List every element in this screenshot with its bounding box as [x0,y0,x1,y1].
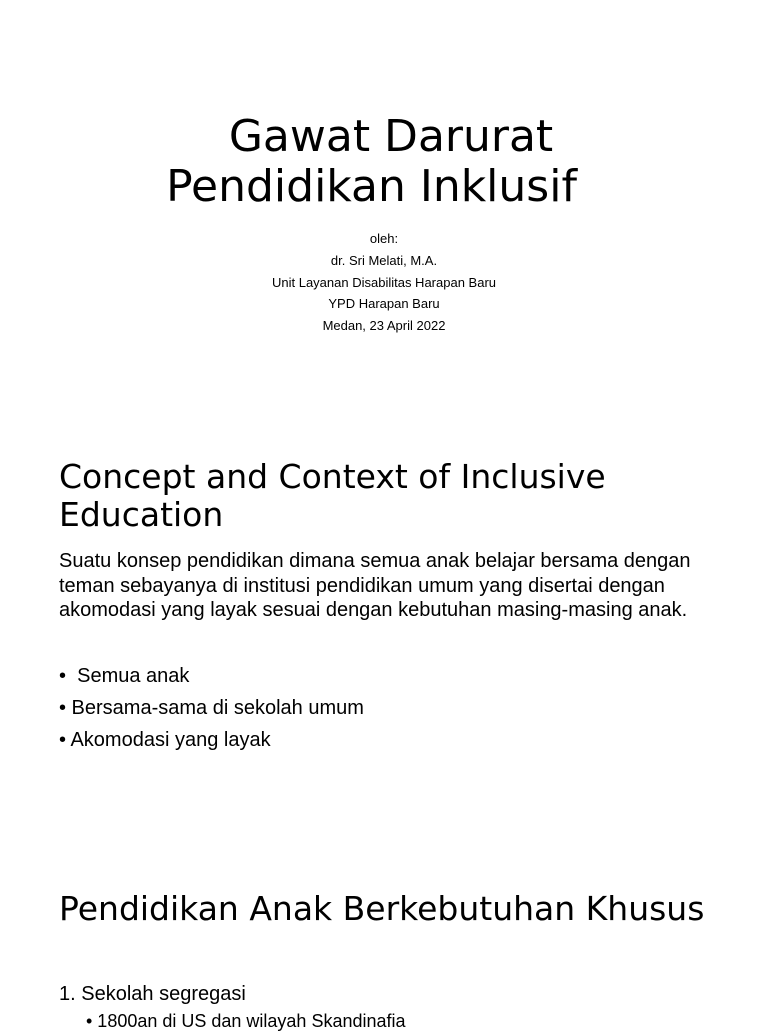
list-item: • Akomodasi yang layak [59,729,271,751]
title-line-1: Gawat Darurat [228,111,554,162]
numbered-item: 1. Sekolah segregasi [59,983,246,1005]
presentation-title [0,112,768,212]
concept-bullet-list [59,660,364,756]
concept-slide [0,452,768,772]
subtitle-block [0,228,768,337]
author-label: oleh: [369,231,399,246]
abk-slide [0,884,768,1031]
title-slide [0,0,768,400]
abk-heading: Pendidikan Anak Berkebutuhan Khusus [59,889,705,928]
list-item: • Semua anak [59,665,190,687]
concept-paragraph: Suatu konsep pendidikan dimana semua anak belajar bersama dengan teman sebayanya di institusi pendidikan umum yang disertai dengan akomodasi yang layak sesuai dengan kebutuhan masing-masing anak. [59,550,691,621]
author-name: dr. Sri Melati, M.A. [330,252,438,268]
presentation-place-date: Medan, 23 April 2022 [322,318,446,334]
author-unit: Unit Layanan Disabilitas Harapan Baru [271,274,496,290]
concept-heading: Concept and Context of Inclusive Education [59,457,606,534]
list-item: • Bersama-sama di sekolah umum [59,697,364,719]
title-line-2: Pendidikan Inklusif [166,161,577,212]
sub-list-item: • 1800an di US dan wilayah Skandinafia [86,1011,406,1031]
author-organization: YPD Harapan Baru [328,296,440,312]
